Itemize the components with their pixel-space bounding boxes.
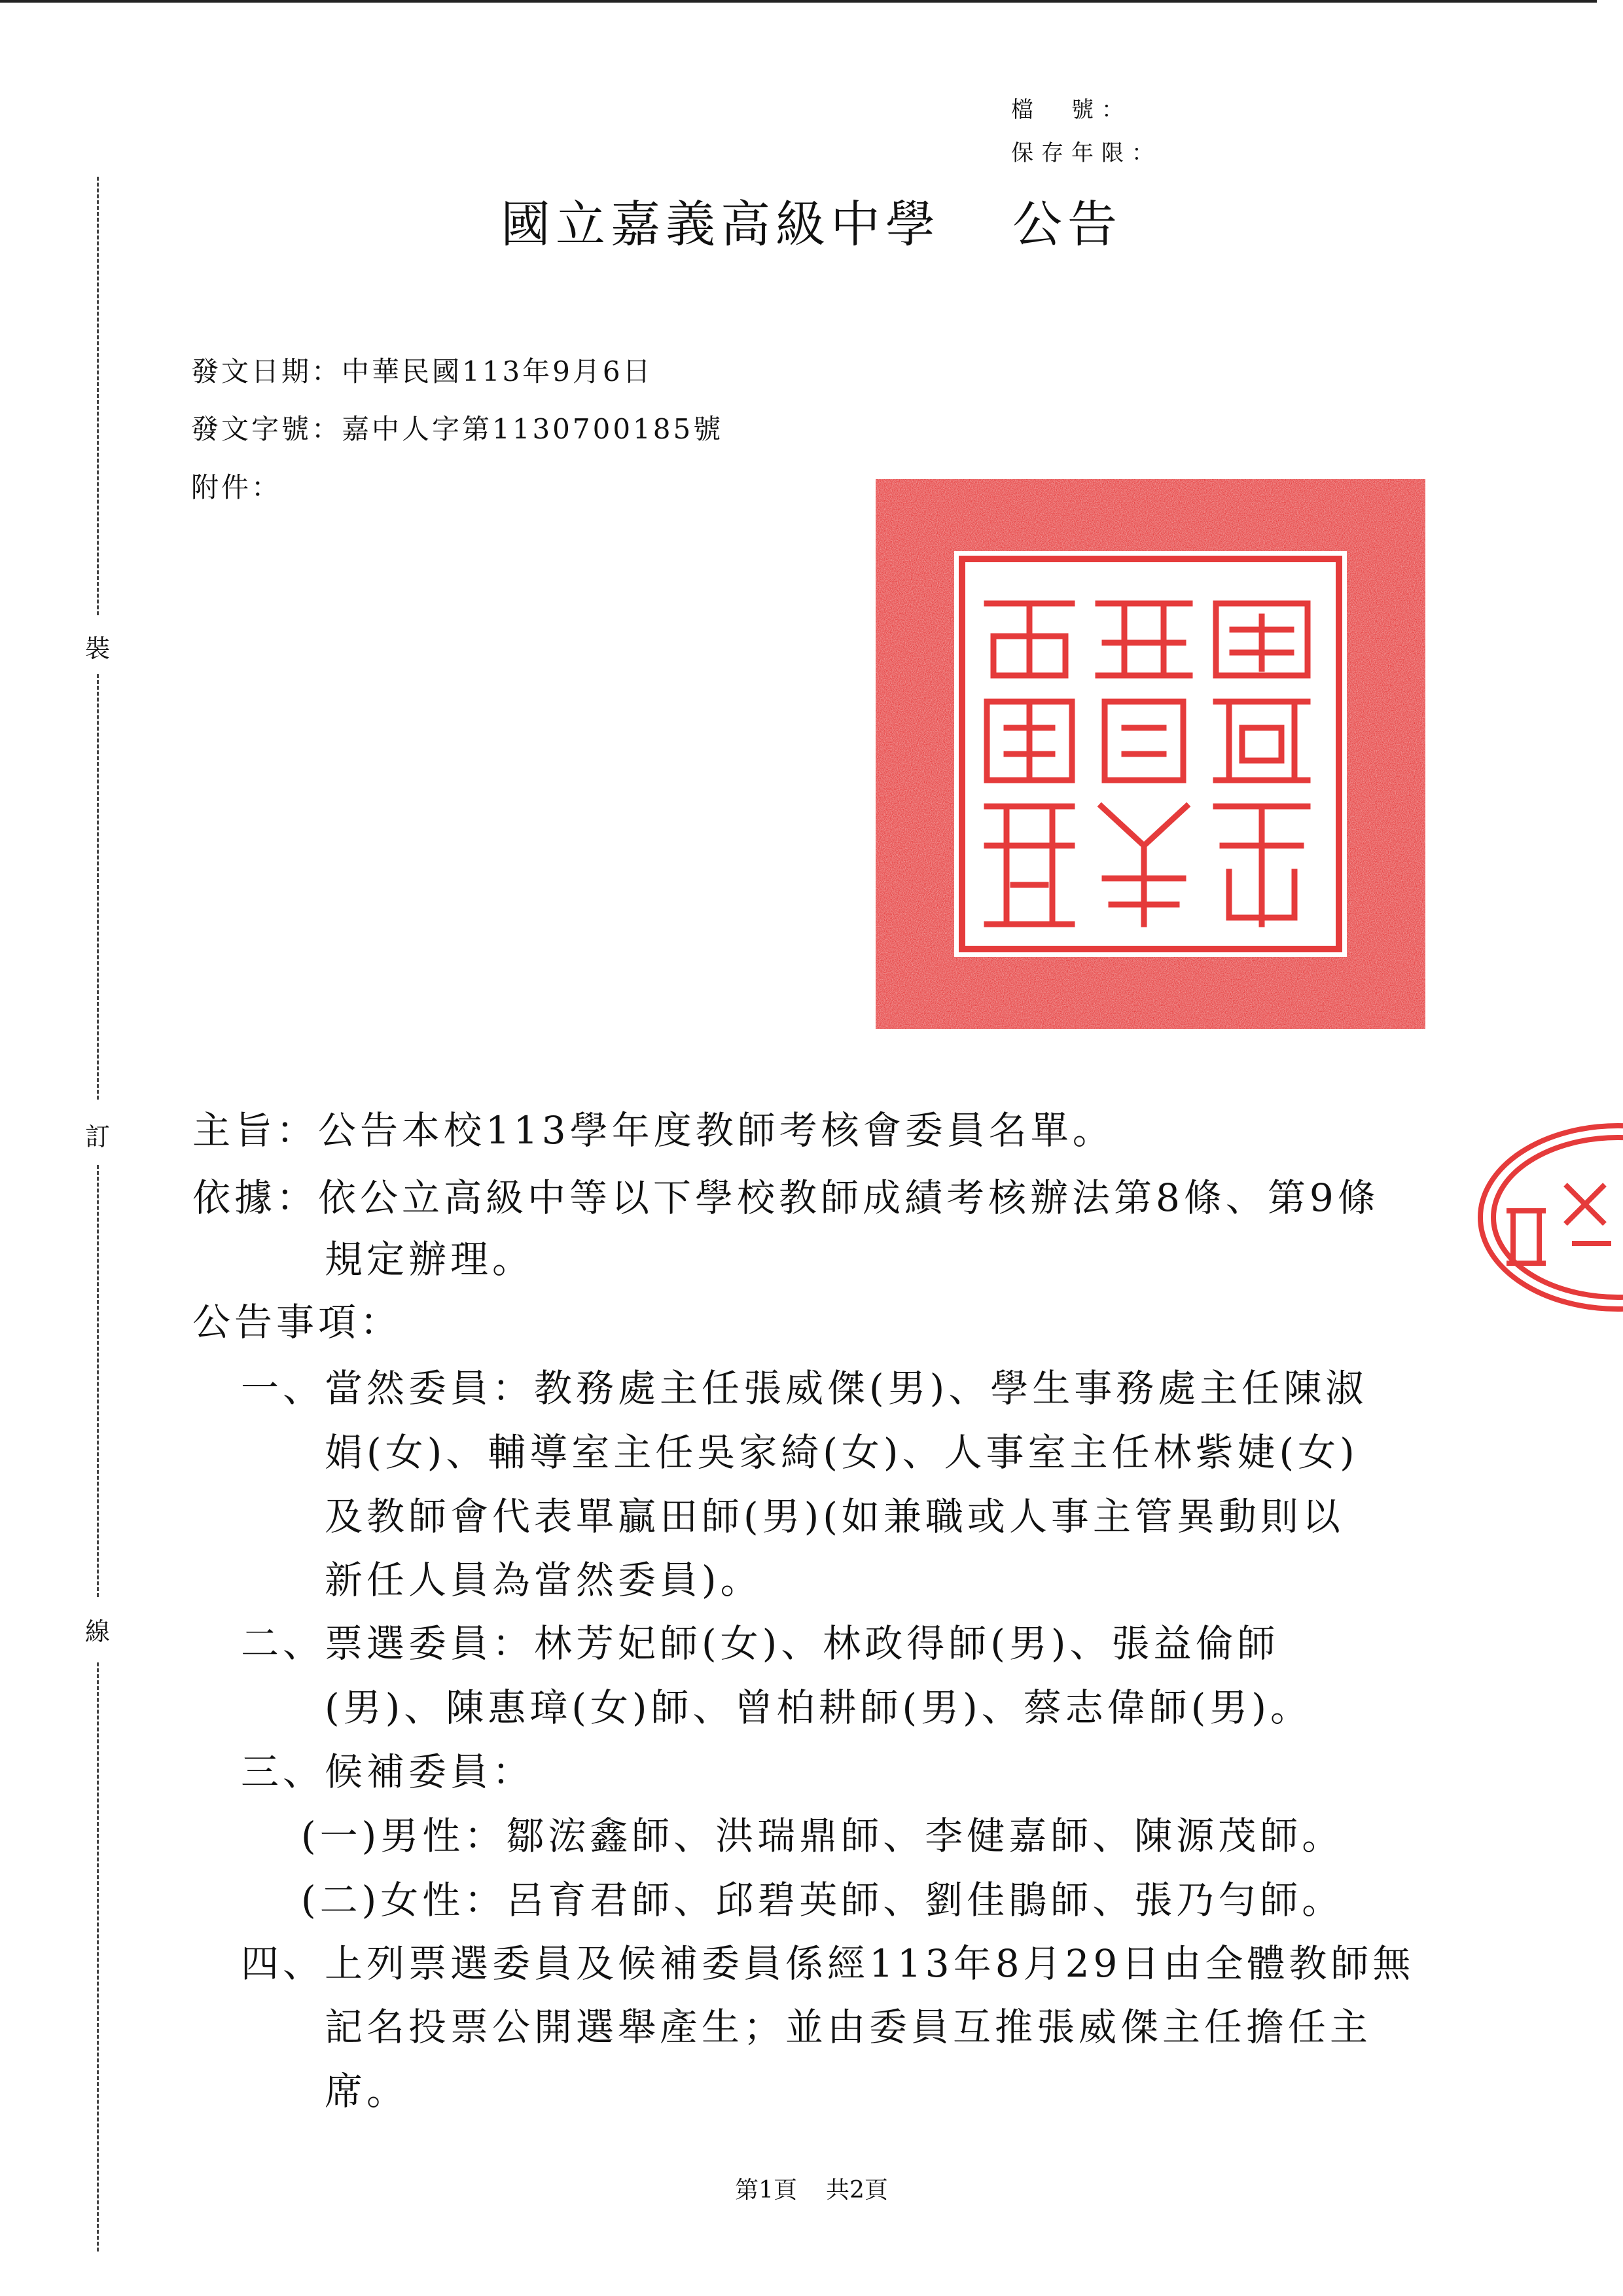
item-two-line-1: 二、票選委員：林芳妃師(女)、林政得師(男)、張益倫師	[241, 1621, 1279, 1666]
document-type: 公告	[1012, 195, 1122, 253]
binding-mark-ding: 訂	[84, 1122, 110, 1151]
school-name: 國立嘉義高級中學	[501, 195, 940, 253]
top-border-line	[0, 0, 1597, 3]
basis-line-1: 依據：依公立高級中等以下學校教師成績考核辦法第8條、第9條	[192, 1175, 1380, 1220]
file-number-label: 檔 號：	[1011, 97, 1132, 123]
announcements-heading: 公告事項：	[192, 1300, 402, 1344]
retention-period-label: 保存年限：	[1011, 140, 1162, 166]
binding-dashed-line	[97, 1165, 99, 1597]
item-one-line-3: 及教師會代表單贏田師(男)(如兼職或人事主管異動則以	[325, 1494, 1344, 1539]
page-total: 共2頁	[826, 2177, 888, 2204]
item-one-line-1: 一、當然委員：教務處主任張威傑(男)、學生事務處主任陳淑	[241, 1366, 1368, 1410]
official-seal-stamp	[876, 479, 1425, 1029]
binding-dashed-line	[97, 1662, 99, 2251]
binding-mark-xian: 線	[84, 1617, 110, 1646]
item-four-line-2: 記名投票公開選舉產生；並由委員互推張威傑主任擔任主	[325, 2005, 1372, 2049]
item-one-line-4: 新任人員為當然委員)。	[325, 1558, 762, 1602]
page-number: 第1頁	[735, 2177, 797, 2204]
basis-line-2: 規定辦理。	[325, 1237, 535, 1282]
item-four-line-1: 四、上列票選委員及候補委員係經113年8月29日由全體教師無	[241, 1941, 1415, 1986]
binding-dashed-line	[97, 674, 99, 1100]
item-four-line-3: 席。	[325, 2069, 409, 2113]
item-three-male: (一)男性：鄒浤鑫師、洪瑞鼎師、李健嘉師、陳源茂師。	[301, 1814, 1344, 1858]
document-number: 發文字號：嘉中人字第1130700185號	[191, 413, 724, 445]
attachment-label: 附件：	[191, 471, 282, 503]
document-title	[0, 185, 1623, 256]
item-three-female: (二)女性：呂育君師、邱碧英師、劉佳鵑師、張乃勻師。	[301, 1878, 1344, 1922]
page-footer	[0, 2172, 1623, 2205]
issue-date: 發文日期：中華民國113年9月6日	[191, 355, 653, 387]
partial-seal-stamp	[1454, 1113, 1623, 1322]
item-three-heading: 三、候補委員：	[241, 1749, 535, 1794]
item-two-line-2: (男)、陳惠璋(女)師、曾柏耕師(男)、蔡志偉師(男)。	[325, 1685, 1313, 1730]
item-one-line-2: 娟(女)、輔導室主任吳家綺(女)、人事室主任林紫婕(女)	[325, 1430, 1359, 1475]
subject-line: 主旨：公告本校113學年度教師考核會委員名單。	[192, 1108, 1115, 1153]
binding-mark-zhuang: 裝	[84, 634, 110, 663]
